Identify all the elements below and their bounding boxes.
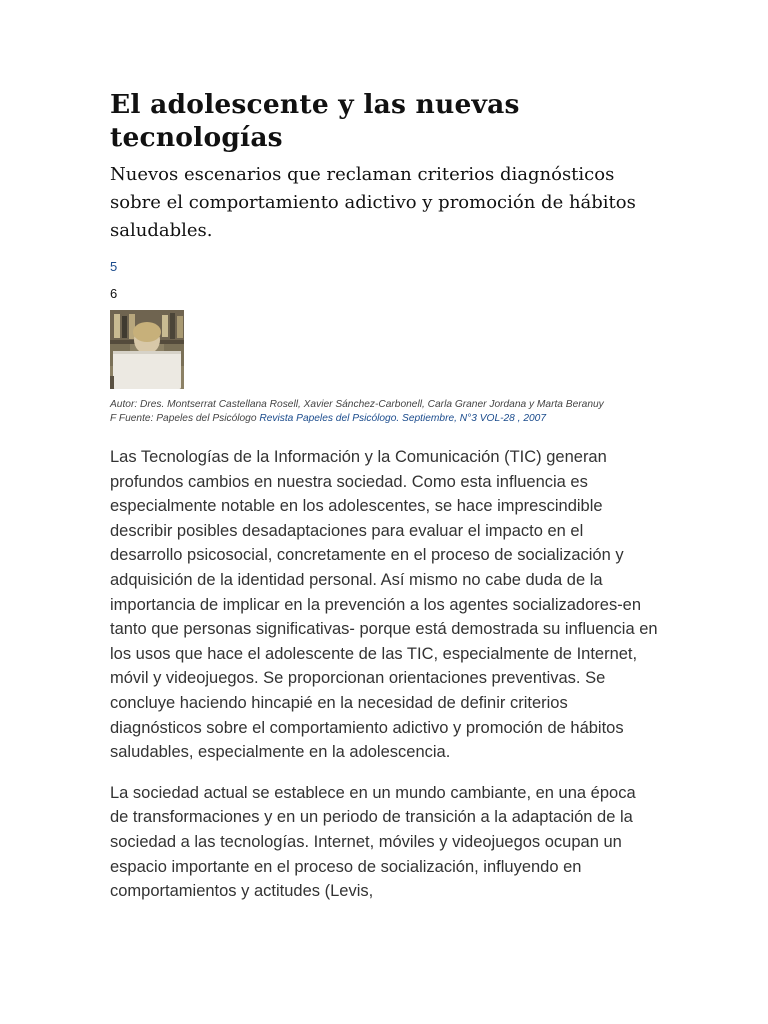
photo-icon bbox=[110, 310, 184, 389]
article-metadata bbox=[110, 398, 670, 426]
article bbox=[110, 88, 670, 901]
source-prefix: F Fuente: Papeles del Psicólogo bbox=[110, 413, 257, 424]
paragraph: Las Tecnologías de la Información y la Comunicación (TIC) generan profundos cambios en nuestra sociedad. Como esta influencia es especialmente notable en los adolescentes, se hace imprescindible describir posibles desadaptaciones para evaluar el impacto en el desarrollo psicosocial, concretamente en el proceso de socialización y adquisición de la identidad personal. Así mismo no cabe duda de la importancia de implicar en la prevención a los agentes socializadores-en tanto que personas significativas- porque está demostrada su influencia en los usos que hace el adolescente de las TIC, especialmente de Internet, móvil y videojuegos. Se proporcionan orientaciones preventivas. Se concluye haciendo hincapié en la necesidad de definir criterios diagnósticos sobre el comportamiento adictivo y promoción de hábitos saludables, especialmente en la adolescencia. bbox=[110, 448, 658, 762]
source-line bbox=[110, 412, 670, 426]
paragraph: La sociedad actual se establece en un mundo cambiante, en una época de transformaciones y en un periodo de transición a la adaptación de la sociedad a las tecnologías. Internet, móviles y videojuegos ocupan un espacio importante en el proceso de socialización, influyendo en comportamientos y actitudes (Levis, bbox=[110, 783, 636, 901]
page-number: 6 bbox=[110, 286, 118, 301]
article-subtitle: Nuevos escenarios que reclaman criterios diagnósticos sobre el comportamiento adictivo y promoción de hábitos saludables. bbox=[110, 164, 636, 241]
page-link[interactable]: 5 bbox=[110, 259, 118, 274]
article-body bbox=[110, 445, 658, 920]
article-title: El adolescente y las nuevas tecnologías bbox=[110, 89, 520, 153]
author-line: Autor: Dres. Montserrat Castellana Rosell, Xavier Sánchez-Carbonell, Carla Graner Jordana y Marta Beranuy bbox=[110, 399, 604, 410]
article-thumbnail[interactable] bbox=[110, 310, 184, 389]
source-link[interactable]: Revista Papeles del Psicólogo. Septiembre, N°3 VOL-28 , 2007 bbox=[259, 413, 546, 424]
